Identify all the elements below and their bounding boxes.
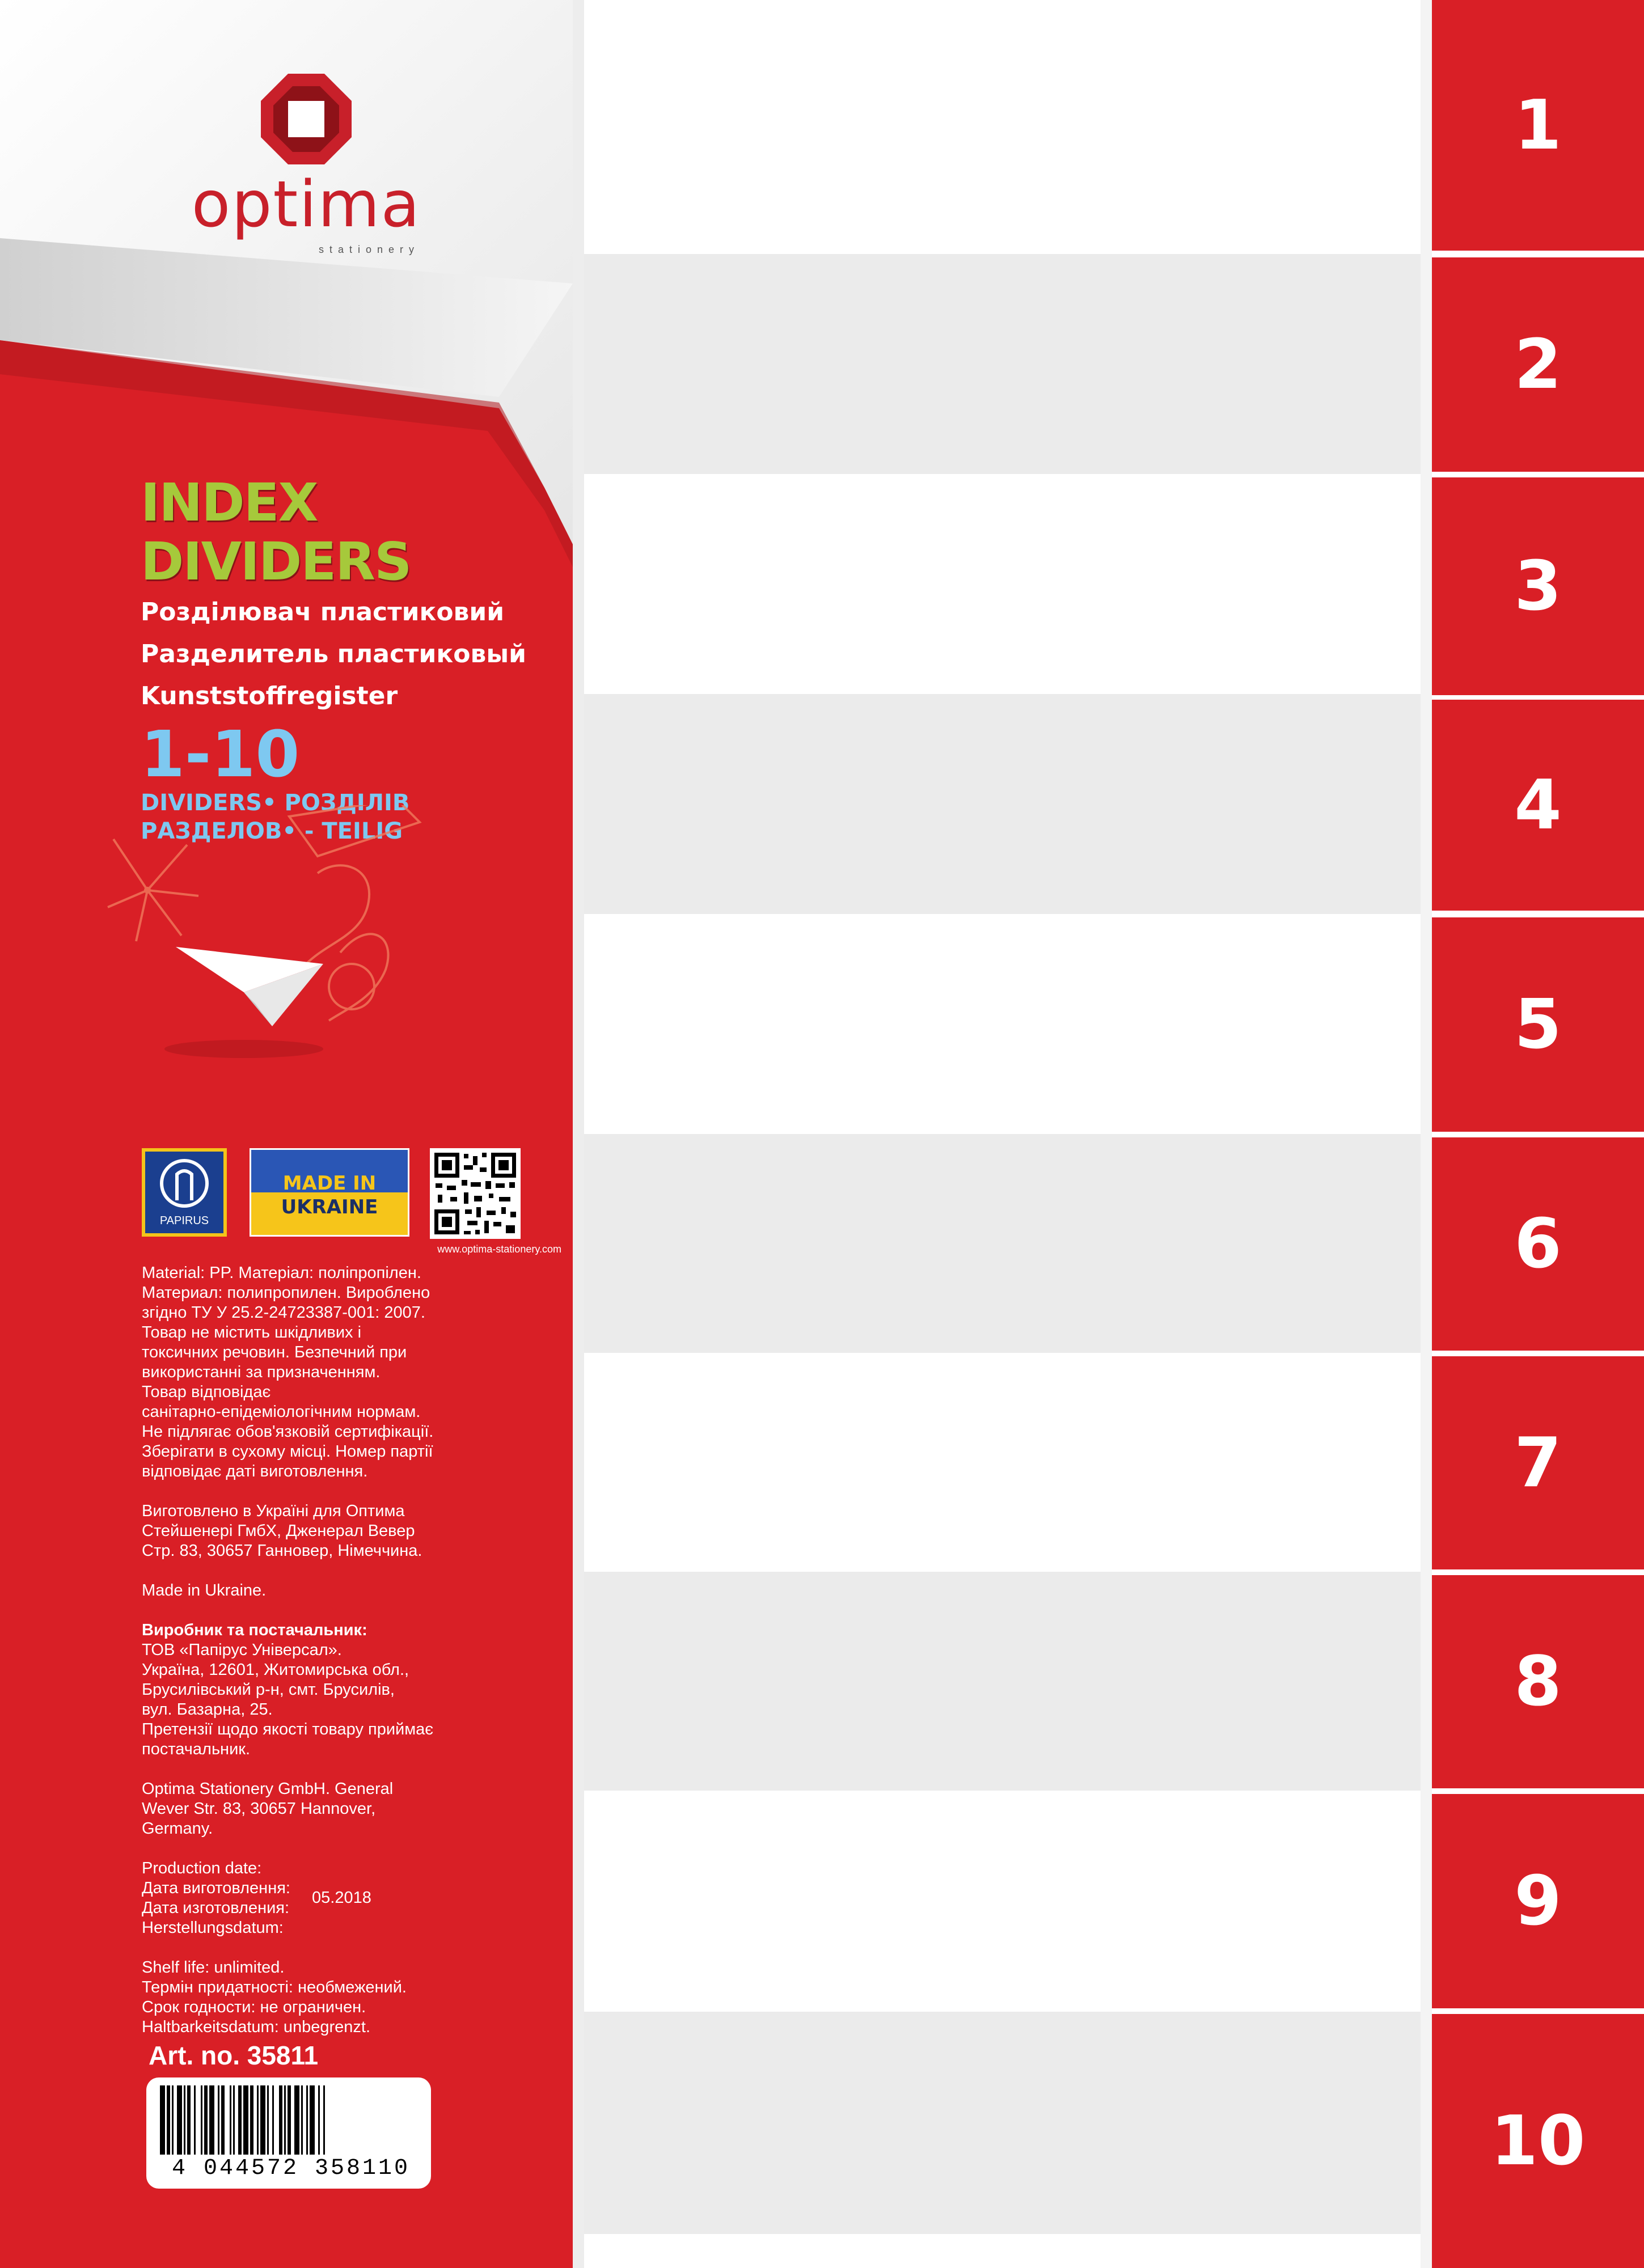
sheet-4 xyxy=(584,694,1421,914)
material-text: Material: PP. Матеріал: поліпропілен. Материал: полипропилен. Вироблено згідно ТУ У 25.2-24723387-001: 2007. Товар не містить шкідливих і токсичних речовин. Безпечний при використанні за призначенням. Товар відповідає санітарно-епідеміологічним нормам. Не підлягає обов'язковій сертифікації. Зберігати в сухому місці. Номер партії відповідає даті виготовлення. xyxy=(142,1264,434,1480)
title-line-1: INDEX xyxy=(141,472,318,533)
divider-sheets xyxy=(584,0,1421,2268)
tab-4[interactable]: 4 xyxy=(1432,700,1644,911)
sheet-9 xyxy=(584,1791,1421,2012)
divider-range: 1-10 xyxy=(141,718,300,792)
product-insert-card xyxy=(0,0,573,2268)
made-in-ukraine-badge xyxy=(250,1148,409,1237)
papirus-logo-icon xyxy=(145,1155,223,1217)
certification-badges xyxy=(142,1148,561,1262)
sheet-5 xyxy=(584,914,1421,1134)
barcode-icon xyxy=(157,2085,421,2157)
producer-heading: Виробник та постачальник: xyxy=(142,1621,367,1639)
barcode xyxy=(146,2077,431,2189)
brand-logo xyxy=(181,74,431,261)
tab-9[interactable]: 9 xyxy=(1432,1794,1644,2008)
producer-text: ТОВ «Папірус Універсал». Україна, 12601, Житомирська обл., Брусилівський р-н, смт. Брусилів, вул. Базарна, 25. Претензії щодо якості товару приймає постачальник. xyxy=(142,1641,434,1758)
brand-tagline: stationery xyxy=(318,244,420,255)
ukraine-label: UKRAINE xyxy=(281,1196,378,1218)
product-information xyxy=(142,1263,505,2037)
sheet-tab-gap xyxy=(1421,0,1432,2268)
made-in-label: MADE IN xyxy=(282,1172,377,1195)
product-name-de: Kunststoffregister xyxy=(141,682,398,710)
barcode-number: 4 044572 358110 xyxy=(171,2156,411,2181)
optima-logo-icon xyxy=(261,74,352,164)
paper-plane-illustration xyxy=(102,805,510,1066)
german-address-text: Optima Stationery GmbH. General Wever Str. 83, 30657 Hannover, Germany. xyxy=(142,1780,394,1838)
product-name-ru: Разделитель пластиковый xyxy=(141,640,526,668)
product-title-block xyxy=(141,473,560,845)
divider-range-sub-2: РАЗДЕЛОВ• - TEILIG xyxy=(141,818,403,844)
sheet-7 xyxy=(584,1353,1421,1572)
divider-range-sub-1: DIVIDERS• РОЗДІЛІВ xyxy=(141,790,410,816)
production-date-block: Production date: Дата виготовлення: Дата изготовления: Herstellungsdatum: 05.2018 xyxy=(142,1859,371,1937)
sheet-1 xyxy=(584,0,1421,254)
sheet-2 xyxy=(584,254,1421,474)
sheet-back xyxy=(584,2234,1421,2268)
website-url: www.optima-stationery.com xyxy=(437,1243,561,1255)
sheet-8 xyxy=(584,1572,1421,1791)
tab-10[interactable]: 10 xyxy=(1432,2014,1644,2268)
sheet-10 xyxy=(584,2012,1421,2234)
production-date-value: 05.2018 xyxy=(312,1889,371,1907)
papirus-label: PAPIRUS xyxy=(159,1215,209,1227)
sheet-3 xyxy=(584,474,1421,694)
tab-6[interactable]: 6 xyxy=(1432,1137,1644,1351)
made-for-text: Виготовлено в Україні для Оптима Стейшенері ГмбХ, Дженерал Вевер Стр. 83, 30657 Ганновер, Німеччина. xyxy=(142,1502,422,1560)
papirus-badge xyxy=(142,1148,227,1237)
title-line-2: DIVIDERS xyxy=(141,531,411,592)
tab-5[interactable]: 5 xyxy=(1432,917,1644,1132)
made-in-text: Made in Ukraine. xyxy=(142,1581,267,1600)
product-name-ua: Розділювач пластиковий xyxy=(141,598,505,627)
article-number: Art. no. 35811 xyxy=(149,2041,319,2070)
qr-code-icon xyxy=(430,1148,521,1239)
sheet-edge xyxy=(573,0,584,2268)
tab-1[interactable]: 1 xyxy=(1432,0,1644,251)
tab-7[interactable]: 7 xyxy=(1432,1356,1644,1569)
tab-2[interactable]: 2 xyxy=(1432,257,1644,472)
shelf-life-text: Shelf life: unlimited. Термін придатності: необмежений. Срок годности: не ограничен. Haltbarkeitsdatum: unbegrenzt. xyxy=(142,1958,407,2036)
tab-3[interactable]: 3 xyxy=(1432,477,1644,695)
sheet-6 xyxy=(584,1134,1421,1353)
tab-8[interactable]: 8 xyxy=(1432,1575,1644,1788)
index-tabs xyxy=(1432,0,1644,2268)
brand-name: optima xyxy=(191,168,421,242)
